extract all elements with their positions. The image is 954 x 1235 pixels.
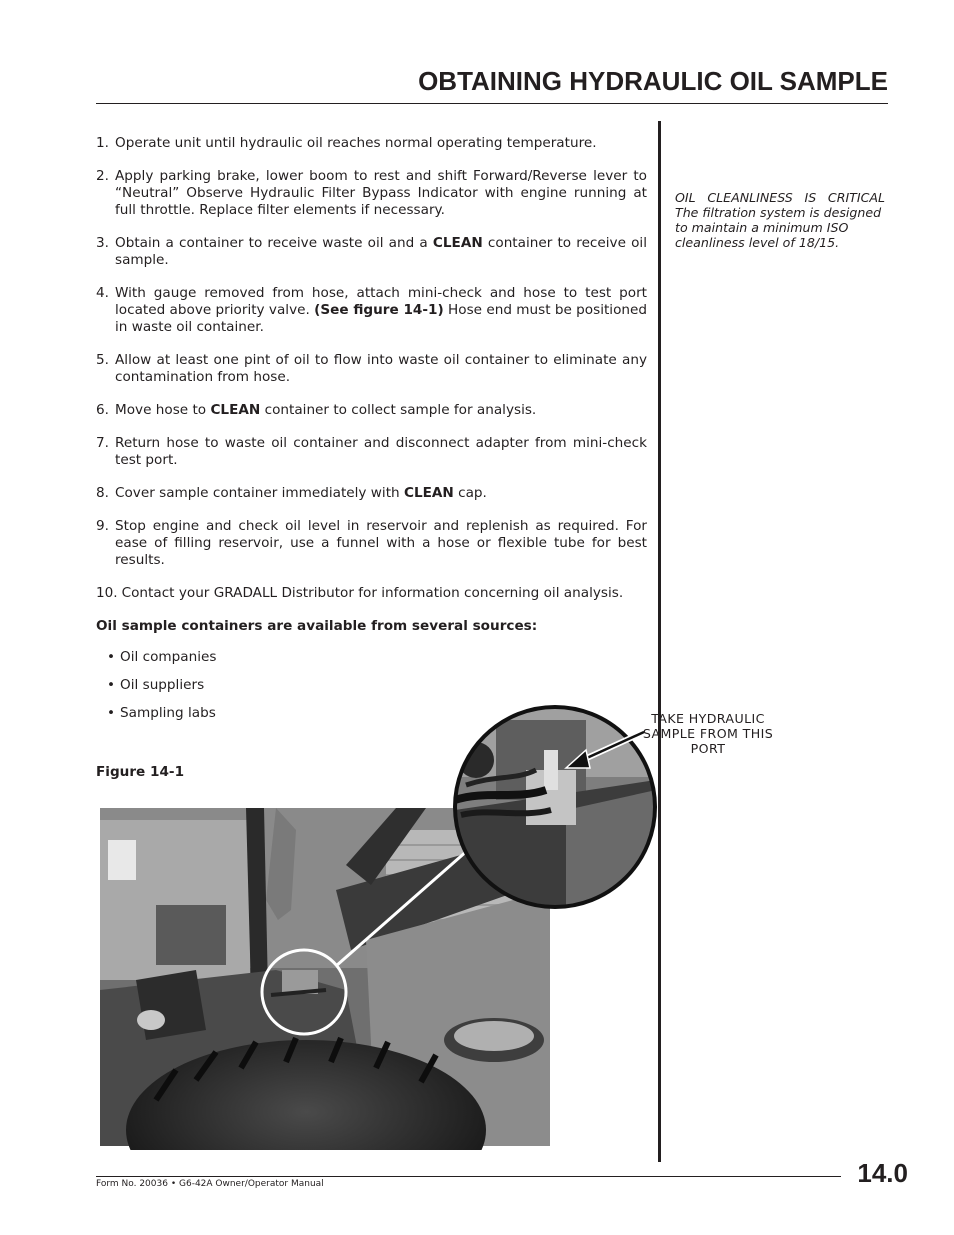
step-text — [115, 285, 647, 335]
step-text-part: container to collect sample for analysis. — [260, 402, 537, 418]
step-emphasis: CLEAN — [432, 235, 483, 251]
step-number: 1. — [96, 135, 109, 151]
list-item: • Oil suppliers — [107, 677, 647, 694]
step-number: 3. — [96, 235, 109, 251]
step-7 — [96, 435, 647, 469]
step-text — [115, 485, 487, 501]
footer-divider — [96, 1176, 841, 1177]
step-text: Contact your GRADALL Distributor for information concerning oil analysis. — [121, 585, 624, 601]
step-text: Operate unit until hydraulic oil reaches normal operating temperature. — [115, 135, 597, 151]
list-item: • Sampling labs — [107, 705, 647, 722]
step-text: Return hose to waste oil container and disconnect adapter from mini-check test port. — [115, 435, 647, 468]
figure-photo — [96, 690, 660, 1150]
step-3 — [96, 235, 647, 269]
step-number: 6. — [96, 402, 109, 418]
step-text-part: With gauge removed from hose, attach mini-check and hose to test port located above priority valve. — [115, 285, 647, 318]
step-text — [115, 402, 536, 418]
step-1 — [96, 135, 647, 152]
title-divider — [96, 103, 888, 104]
side-note — [675, 190, 885, 250]
figure-label: Figure 14-1 — [96, 764, 185, 780]
step-text-part: cap. — [453, 485, 487, 501]
step-10 — [96, 585, 647, 602]
step-2 — [96, 168, 647, 219]
step-6 — [96, 402, 647, 419]
step-number: 4. — [96, 285, 109, 301]
step-text-part: Cover sample container immediately with — [115, 485, 404, 501]
step-emphasis: CLEAN — [403, 485, 454, 501]
step-number: 9. — [96, 518, 109, 534]
procedure-steps — [96, 135, 647, 733]
step-9 — [96, 518, 647, 569]
sources-heading: Oil sample containers are available from several sources: — [96, 618, 538, 634]
step-text: Allow at least one pint of oil to flow into waste oil container to eliminate any contamination from hose. — [115, 352, 647, 385]
step-4 — [96, 285, 647, 336]
step-number: 2. — [96, 168, 109, 184]
page-number: 14.0 — [857, 1158, 908, 1188]
step-8 — [96, 485, 647, 502]
step-text: Stop engine and check oil level in reservoir and replenish as required. For ease of filling reservoir, use a funnel with a hose or flexible tube for best results. — [115, 518, 647, 568]
page-title: OBTAINING HYDRAULIC OIL SAMPLE — [418, 66, 888, 96]
step-text-part: Move hose to — [115, 402, 211, 418]
step-text-part: Obtain a container to receive waste oil and a — [115, 235, 433, 251]
figure-reference: (See figure 14-1) — [314, 302, 444, 318]
side-note-heading: OIL CLEANLINESS IS CRITICAL — [675, 190, 885, 205]
step-number: 10. — [96, 585, 118, 601]
step-emphasis: CLEAN — [210, 402, 261, 418]
step-5 — [96, 352, 647, 386]
step-number: 5. — [96, 352, 109, 368]
footer-form-number: Form No. 20036 • G6-42A Owner/Operator Manual — [96, 1179, 324, 1189]
side-note-body: The filtration system is designed to maintain a minimum ISO cleanliness level of 18/15. — [675, 205, 882, 250]
step-text-part: container to receive oil sample. — [115, 235, 647, 268]
figure-callout: TAKE HYDRAULIC SAMPLE FROM THIS PORT — [642, 711, 774, 756]
step-number: 7. — [96, 435, 109, 451]
step-text-part: Hose end must be positioned in waste oil container. — [115, 302, 648, 335]
step-text — [115, 235, 647, 268]
step-number: 8. — [96, 485, 109, 501]
step-text: Apply parking brake, lower boom to rest and shift Forward/Reverse lever to “Neutral” Observe Hydraulic Filter Bypass Indicator with engine running at full throttle. Replace filter elements if necessary. — [115, 168, 647, 218]
list-item: • Oil companies — [107, 649, 647, 666]
